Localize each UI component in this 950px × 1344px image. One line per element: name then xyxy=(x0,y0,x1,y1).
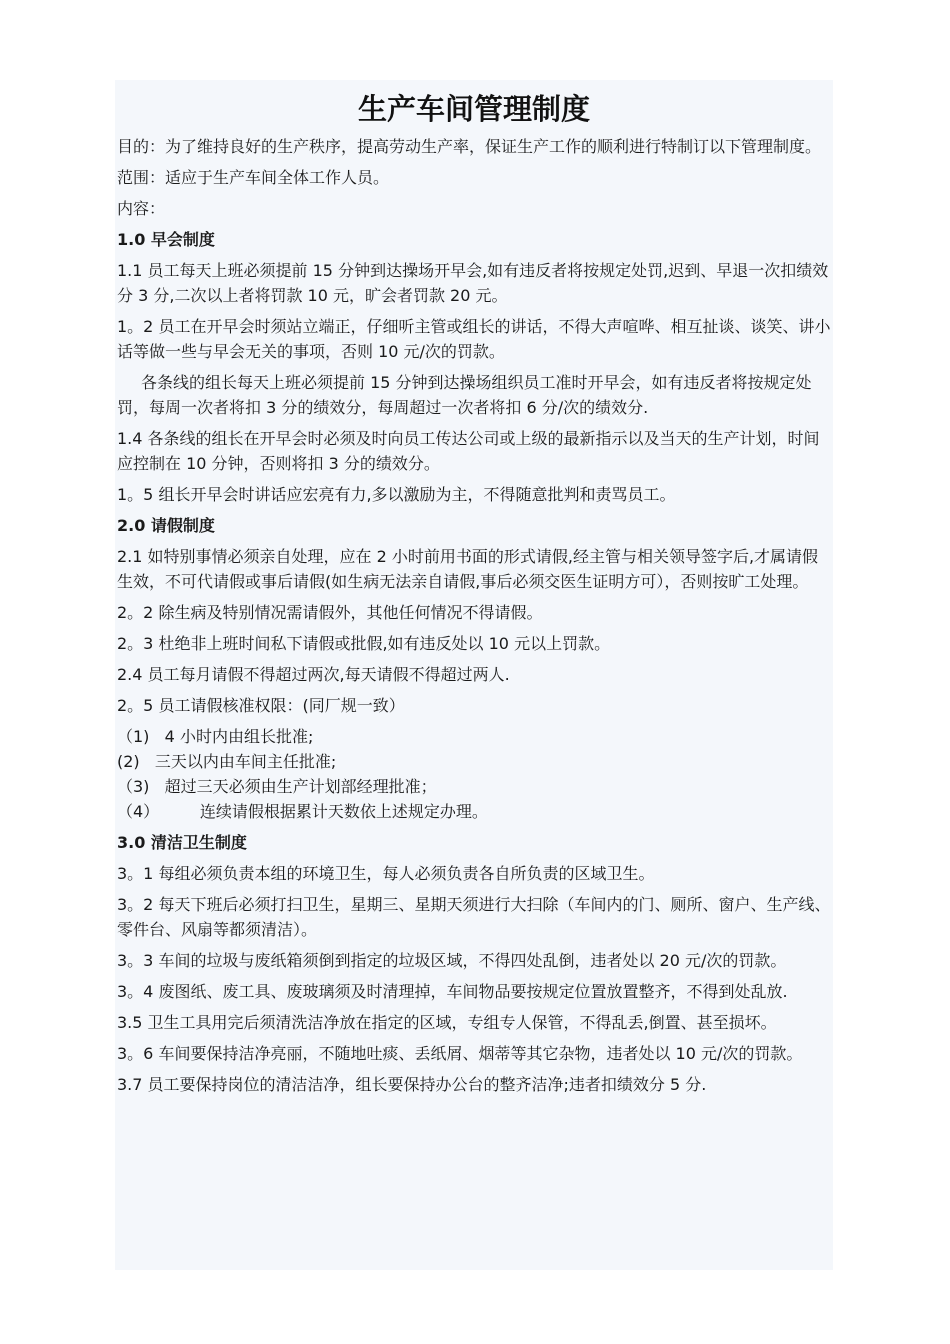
content-label: 内容： xyxy=(117,199,166,218)
document-title: 生产车间管理制度 xyxy=(357,92,590,126)
clause: 1.4 各条线的组长在开早会时必须及时向员工传达公司或上级的最新指示以及当天的生产计划，时间应控制在 10 分钟，否则将扣 3 分的绩效分。 xyxy=(117,429,820,473)
clause: 2。2 除生病及特别情况需请假外，其他任何情况不得请假。 xyxy=(117,603,543,622)
clause: 3。1 每组必须负责本组的环境卫生，每人必须负责各自所负责的区域卫生。 xyxy=(117,864,655,883)
clause: 各条线的组长每天上班必须提前 15 分钟到达操场组织员工准时开早会，如有违反者将按规定处罚，每周一次者将扣 3 分的绩效分，每周超过一次者将扣 6 分/次的绩效分. xyxy=(117,373,812,417)
section-heading: 2.0 请假制度 xyxy=(117,516,215,535)
clause: 3。2 每天下班后必须打扫卫生，星期三、星期天须进行大扫除（车间内的门、厕所、窗户、生产线、零件台、风扇等都须清洁）。 xyxy=(117,895,831,939)
section-morning-meeting xyxy=(115,227,833,507)
clause: 3。4 废图纸、废工具、废玻璃须及时清理掉，车间物品要按规定位置放置整齐，不得到处乱放. xyxy=(117,982,788,1001)
clause: 2.4 员工每月请假不得超过两次,每天请假不得超过两人. xyxy=(117,665,510,684)
document-page xyxy=(115,80,833,1270)
approval-list-item: (2) 三天以内由车间主任批准; xyxy=(117,752,337,771)
clause: 3.5 卫生工具用完后须清洗洁净放在指定的区域，专组专人保管，不得乱丢,倒置、甚至损坏。 xyxy=(117,1013,777,1032)
clause: 1。2 员工在开早会时须站立端正，仔细听主管或组长的讲话，不得大声喧哗、相互扯谈、谈笑、讲小话等做一些与早会无关的事项，否则 10 元/次的罚款。 xyxy=(117,317,831,361)
clause: 3。3 车间的垃圾与废纸箱须倒到指定的垃圾区域，不得四处乱倒，违者处以 20 元/次的罚款。 xyxy=(117,951,787,970)
section-heading: 3.0 清洁卫生制度 xyxy=(117,833,247,852)
clause: 3.7 员工要保持岗位的清洁洁净，组长要保持办公台的整齐洁净;违者扣绩效分 5 分. xyxy=(117,1075,707,1094)
clause: 2。5 员工请假核准权限：(同厂规一致） xyxy=(117,696,405,715)
section-heading: 1.0 早会制度 xyxy=(117,230,215,249)
approval-list-item: （3) 超过三天必须由生产计划部经理批准； xyxy=(117,777,437,796)
scope-paragraph: 范围：适应于生产车间全体工作人员。 xyxy=(117,168,390,187)
clause: 2。3 杜绝非上班时间私下请假或批假,如有违反处以 10 元以上罚款。 xyxy=(117,634,611,653)
purpose-paragraph: 目的：为了维持良好的生产秩序，提高劳动生产率，保证生产工作的顺利进行特制订以下管理制度。 xyxy=(117,137,822,156)
approval-list-item: （4） 连续请假根据累计天数依上述规定办理。 xyxy=(117,802,488,821)
section-leave xyxy=(115,513,833,824)
section-cleaning xyxy=(115,830,833,1097)
clause: 3。6 车间要保持洁净亮丽，不随地吐痰、丢纸屑、烟蒂等其它杂物，违者处以 10 元/次的罚款。 xyxy=(117,1044,803,1063)
clause: 1.1 员工每天上班必须提前 15 分钟到达操场开早会,如有违反者将按规定处罚,迟到、早退一次扣绩效分 3 分,二次以上者将罚款 10 元，旷会者罚款 20 元。 xyxy=(117,261,829,305)
clause: 1。5 组长开早会时讲话应宏亮有力,多以激励为主，不得随意批判和责骂员工。 xyxy=(117,485,676,504)
approval-list-item: （1) 4 小时内由组长批准; xyxy=(117,727,314,746)
clause: 2.1 如特别事情必须亲自处理，应在 2 小时前用书面的形式请假,经主管与相关领导签字后,才属请假生效，不可代请假或事后请假(如生病无法亲自请假,事后必须交医生证明方可），否则按旷工处理。 xyxy=(117,547,819,591)
